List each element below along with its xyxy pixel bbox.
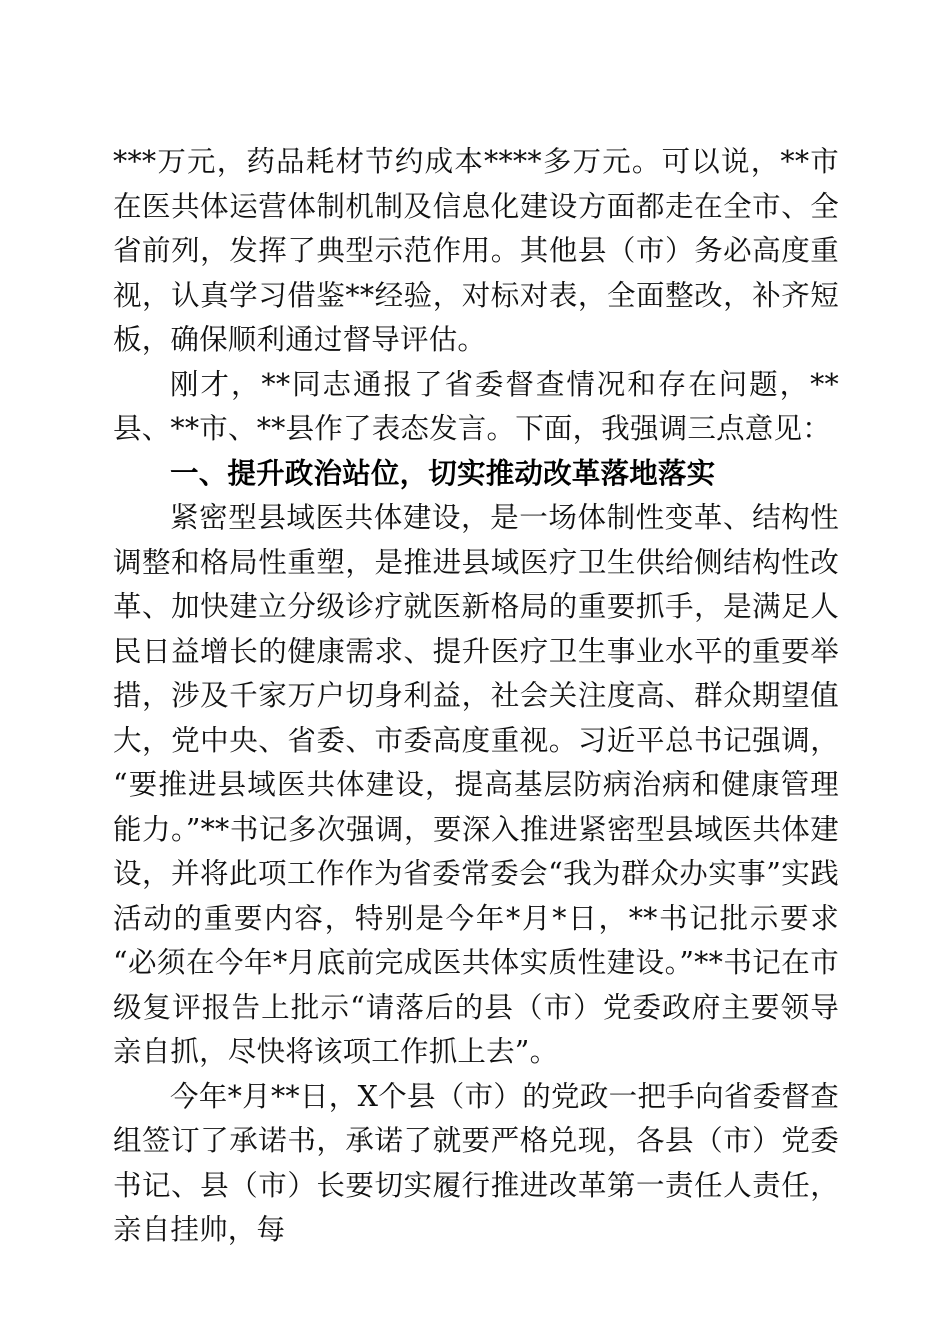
paragraph-reform-significance: 紧密型县域医共体建设，是一场体制性变革、结构性调整和格局性重塑，是推进县域医疗卫生供给侧结构性改革、加快建立分级诊疗就医新格局的重要抓手，是满足人民日益增长的健康需求、提升医疗卫生事业水平的重要举措，涉及千家万户切身利益，社会关注度高、群众期望值大，党中央、省委、市委高度重视。习近平总书记强调，“要推进县域医共体建设，提高基层防病治病和健康管理能力。”**书记多次强调，要深入推进紧密型县域医共体建设，并将此项工作作为省委常委会“我为群众办实事”实践活动的重要内容，特别是今年*月*日，**书记批示要求“必须在今年*月底前完成医共体实质性建设。”**书记在市级复评报告上批示“请落后的县（市）党委政府主要领导亲自抓，尽快将该项工作抓上去”。 [113, 501, 839, 1068]
document-text-column [113, 140, 839, 1253]
paragraph-commitment-responsibility: 今年*月**日，X个县（市）的党政一把手向省委督查组签订了承诺书，承诺了就要严格兑现，各县（市）党委书记、县（市）长要切实履行推进改革第一责任人责任，亲自挂帅，每 [113, 1079, 839, 1246]
paragraph-continuation-medical-alliance-results: ***万元，药品耗材节约成本****多万元。可以说，**市在医共体运营体制机制及信息化建设方面都走在全市、全省前列，发挥了典型示范作用。其他县（市）务必高度重视，认真学习借鉴**经验，对标对表，全面整改，补齐短板，确保顺利通过督导评估。 [113, 145, 839, 356]
paragraph-meeting-briefing-summary: 刚才，**同志通报了省委督查情况和存在问题，**县、**市、**县作了表态发言。下面，我强调三点意见： [113, 367, 839, 445]
section-heading-one: 一、提升政治站位，切实推动改革落地落实 [170, 457, 716, 490]
